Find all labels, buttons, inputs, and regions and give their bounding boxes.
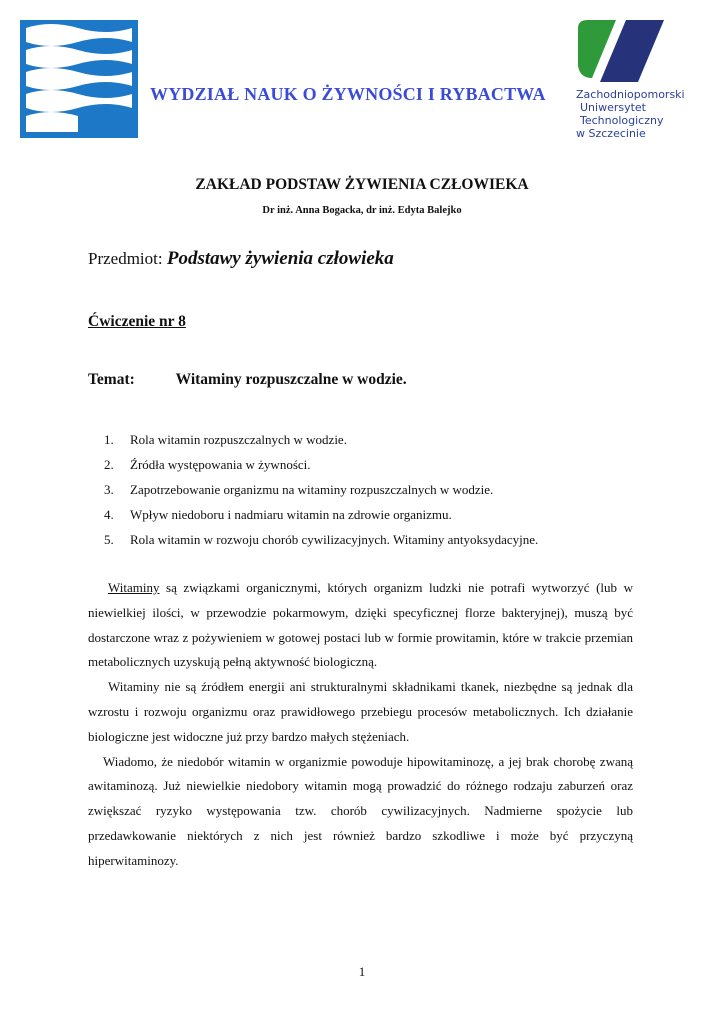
- faculty-logo: [20, 20, 138, 138]
- university-name-line: Technologiczny: [580, 114, 664, 127]
- body-text: [88, 576, 633, 874]
- topic-line: [88, 371, 407, 389]
- topic-value: Witaminy rozpuszczalne w wodzie.: [175, 371, 407, 388]
- list-item: [104, 506, 538, 531]
- list-item-number: 1.: [104, 432, 114, 447]
- university-name-line: w Szczecinie: [576, 127, 646, 140]
- list-item-text: Wpływ niedoboru i nadmiaru witamin na zdrowie organizmu.: [130, 507, 452, 522]
- university-name-line: Zachodniopomorski: [576, 88, 685, 101]
- page-number: 1: [358, 964, 366, 979]
- paragraph: [88, 576, 633, 675]
- paragraph-text: są związkami organicznymi, których organizm ludzki nie potrafi wytworzyć (lub w niewielkiej ilości, w przewodzie pokarmowym, dzięki specyficznej florze bakteryjnej), muszą być dostarczone wraz z pożywieniem w gotowej postaci lub w formie prowitamin, które w trakcie przemian metabolicznych uzyskują pełną aktywność biologiczną.: [88, 580, 633, 670]
- list-item: [104, 481, 538, 506]
- list-item-number: 3.: [104, 482, 114, 497]
- paragraph: Witaminy nie są źródłem energii ani strukturalnymi składnikami tkanek, niezbędne są jednak dla wzrostu i rozwoju organizmu oraz prawidłowego przebiegu procesów metabolicznych. Ich działanie biologiczne jest widoczne już przy bardzo małych stężeniach.: [88, 679, 633, 744]
- subject-value: Podstawy żywienia człowieka: [166, 248, 394, 269]
- department-title: ZAKŁAD PODSTAW ŻYWIENIA CZŁOWIEKA: [195, 176, 529, 193]
- list-item-text: Zapotrzebowanie organizmu na witaminy rozpuszczalnych w wodzie.: [130, 482, 494, 497]
- authors: Dr inż. Anna Bogacka, dr inż. Edyta Balejko: [262, 205, 462, 216]
- list-item-text: Rola witamin rozpuszczalnych w wodzie.: [130, 432, 347, 447]
- university-logo: [578, 20, 664, 82]
- topic-label: Temat:: [88, 371, 135, 388]
- outline-list: [104, 431, 538, 556]
- list-item: [104, 531, 538, 556]
- defined-term: Witaminy: [108, 580, 160, 595]
- list-item-text: Rola witamin w rozwoju chorób cywilizacyjnych. Witaminy antyoksydacyjne.: [130, 532, 539, 547]
- list-item-number: 4.: [104, 507, 114, 522]
- list-item-text: Źródła występowania w żywności.: [130, 457, 311, 472]
- list-item-number: 5.: [104, 532, 114, 547]
- university-name-line: Uniwersytet: [580, 101, 646, 114]
- subject-line: [88, 248, 394, 270]
- paragraph: Wiadomo, że niedobór witamin w organizmie powoduje hipowitaminozę, a jej brak chorobę zwaną awitaminozą. Już niewielkie niedobory witamin mogą prowadzić do różnego rodzaju zaburzeń oraz zwiększać ryzyko występowania tzw. chorób cywilizacyjnych. Nadmierne spożycie lub przedawkowanie niektórych z nich jest również bardzo szkodliwe i może być przyczyną hiperwitaminozy.: [88, 753, 633, 868]
- list-item-number: 2.: [104, 457, 114, 472]
- university-name: [576, 88, 685, 140]
- list-item: [104, 456, 538, 481]
- faculty-title: WYDZIAŁ NAUK O ŻYWNOŚCI I RYBACTWA: [150, 84, 546, 104]
- exercise-number: Ćwiczenie nr 8: [88, 313, 186, 330]
- list-item: [104, 431, 538, 456]
- subject-label: Przedmiot:: [88, 249, 163, 268]
